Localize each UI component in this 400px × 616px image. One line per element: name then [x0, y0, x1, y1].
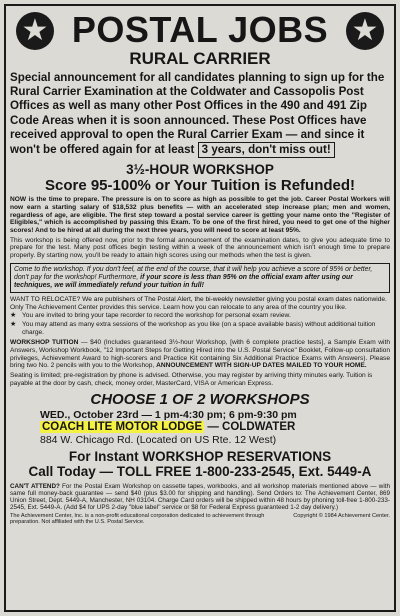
- workshop-heading: [10, 162, 390, 194]
- workshop-guarantee-headline: Score 95-100% or Your Tuition is Refunded!: [44, 177, 356, 195]
- ad-title: POSTAL JOBS: [71, 9, 329, 50]
- reservations-heading: For Instant WORKSHOP RESERVATIONS: [68, 448, 332, 464]
- tuition-text: — $40 (Includes guaranteed 3½-hour Workshop, [with 6 complete practice tests], a Sample Exam with Answers, Workshop Workbook, "12 Important Steps for Getting Hired into the U.S. Postal Service" Booklet, Follow-up consultation privileges, Achievement Award to high-scorers and Practice Kit containing Six Additional Practice Exams with Answers). Please bring two No. 2 pencils with you to the Workshop,: [10, 339, 390, 370]
- guarantee-refund-text: if your score is less than 95% on the official exam after using our techniques, we will immediately refund your tuition in full!: [14, 273, 353, 289]
- ad-footer: [10, 513, 390, 526]
- list-item: [10, 321, 390, 336]
- workshop-date: WED., October 23rd — 1 pm-4:30 pm; 6 pm-9:30 pm: [40, 408, 297, 421]
- footer-disclaimer: The Achievement Center, Inc. is a non-profit educational corporation dedicated to achievement through preparation. Not affiliated with the U.S. Postal Service.: [10, 512, 265, 526]
- tuition-paragraph: [10, 339, 390, 370]
- bullet-text: You may attend as many extra sessions of the workshop as you like (on a space available basis) without additional tuition charge.: [22, 320, 376, 336]
- cant-attend-paragraph: [10, 483, 390, 512]
- intro-paragraph: [10, 71, 390, 158]
- tuition-tail: ANNOUNCEMENT WITH SIGN-UP DATES MAILED TO YOUR HOME.: [156, 362, 367, 370]
- venue-block: [40, 409, 390, 447]
- relocate-paragraph: WANT TO RELOCATE? We are publishers of The Postal Alert, the bi-weekly newsletter giving you postal exam dates nationwide. Only The Achievement Center provides this service. Learn how you can relocate to any area of the country you like.: [10, 295, 387, 311]
- workshop-venue: [40, 421, 390, 434]
- star-icon: ★: [346, 12, 384, 50]
- footer-copyright: Copyright © 1984 Achievement Center.: [293, 512, 390, 519]
- workshop-duration: 3½-HOUR WORKSHOP: [126, 162, 274, 178]
- star-bullet-icon: ★: [10, 319, 17, 328]
- postal-jobs-advertisement: [4, 4, 396, 612]
- cant-attend-label: CAN'T ATTEND?: [10, 482, 60, 490]
- cant-attend-text: For the Postal Exam Workshop on cassette tapes, workbooks, and all workshop materials mentioned above — with same full money-back guarantee — send $40 (plus $3.00 for shipping and handling). Send Orders to: The Achievement Center, 869 Union Street, Dept. 5449-A, Manchester, NH 03104. Charge Card orders will be shipped within 48 hours by phoning toll-free 1-800-233-2545, Ext. 5449-A. (Add $4 for UPS 2-day "blue label" service or $8 for Federal Express guaranteed 1-2 day delivery.): [10, 482, 390, 512]
- seating-paragraph: Seating is limited; pre-registration by phone is advised. Otherwise, you may register by arriving thirty minutes early. Tuition is payable at the door by cash, check, money order, MasterCard, VISA or American Express.: [10, 372, 373, 387]
- toll-free-phone: Call Today — TOLL FREE 1-800-233-2545, Ext. 5449-A: [28, 463, 372, 479]
- ad-header: [10, 8, 390, 70]
- venue-name-highlight: COACH LITE MOTOR LODGE: [42, 421, 203, 434]
- bullet-text: You are invited to bring your tape recorder to record the workshop for personal exam review.: [22, 312, 291, 320]
- tuition-label: WORKSHOP TUITION: [10, 339, 79, 347]
- now-paragraph: NOW is the time to prepare. The pressure is on to score as high as possible to get the job. Career Postal Workers will now earn a starting salary of $18,532 plus benefits — with an accelerated step increase plan; men and women, regardless of age, are eligible. The first step toward a postal service career is getting your name onto the "Register of Eligibles," which is accomplished by passing this Exam. To be one of the first hired, you need to get one of the higher scores! And to be hired at all during the next three years, you will need to score at least 95%.: [10, 196, 390, 235]
- venue-city: — COLDWATER: [204, 421, 296, 434]
- guarantee-text: Come to the workshop. If you don't feel, at the end of the course, that it will help you achieve a score of 95% or better, don't pay for the workshop! Furthermore,: [14, 265, 373, 281]
- choose-workshop-heading: CHOOSE 1 OF 2 WORKSHOPS: [90, 390, 310, 408]
- star-bullet-icon: ★: [10, 311, 17, 320]
- intro-boxed-text: 3 years, don't miss out!: [198, 142, 335, 158]
- venue-address: 884 W. Chicago Rd. (Located on US Rte. 12 West): [40, 434, 277, 447]
- ad-subtitle: RURAL CARRIER: [129, 49, 271, 68]
- intro-text: Special announcement for all candidates planning to sign up for the Rural Carrier Examination at the Coldwater and Cassopolis Post Offices as well as many other Post Offices in the 490 and 491 Zip Code Areas when it is soon announced. These Post Offices have received approval to open the Rural Carrier Exam — and since it won't be offered again for at least: [10, 71, 385, 157]
- bullet-list: [10, 312, 390, 336]
- offer-paragraph: This workshop is being offered now, prior to the formal announcement of the examination dates, to give you adequate time to prepare for the test. Many post offices begin testing within a week of the announcement which isn't enough time to prepare properly. By starting now, you'll be ready to attain high scores using our methods when the test is given.: [10, 236, 390, 260]
- guarantee-box: [10, 263, 390, 293]
- list-item: [10, 312, 390, 320]
- star-icon: ★: [16, 12, 54, 50]
